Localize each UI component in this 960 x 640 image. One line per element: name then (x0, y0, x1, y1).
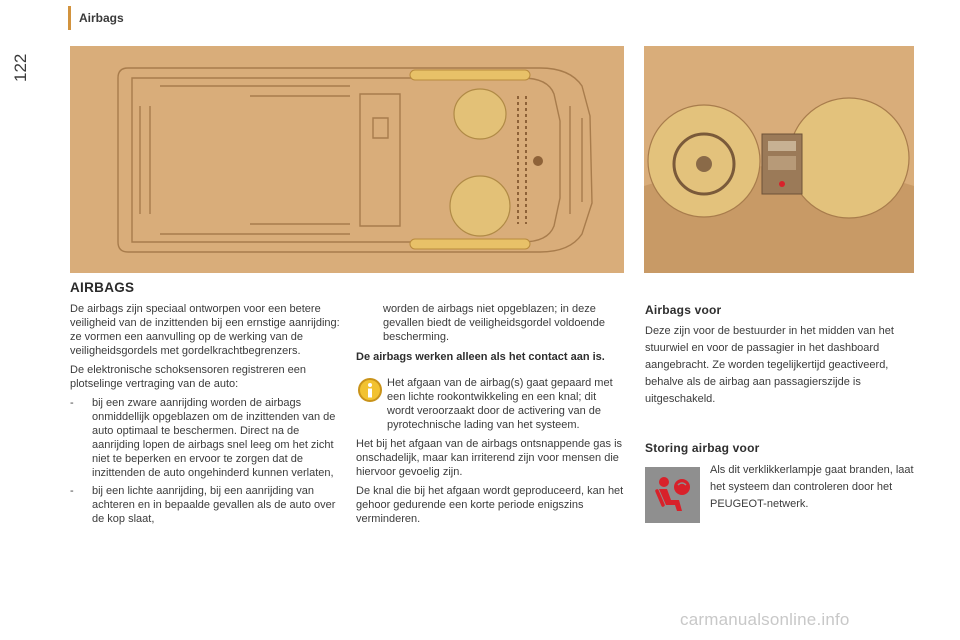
info-icon (358, 378, 382, 402)
list-dash: - (70, 485, 74, 497)
list-item (70, 396, 342, 480)
front-airbags-title: Airbags voor (645, 303, 722, 317)
van-topview-illustration (70, 46, 624, 273)
contact-note: De airbags werken alleen als het contact aan is. (356, 351, 605, 363)
info-text-noise: De knal die bij het afgaan wordt geproduceerd, kan het gehoor gedurende een korte periode enigszins verminderen. (356, 485, 624, 525)
intro-paragraph: De airbags zijn speciaal ontworpen voor een betere veiligheid van de inzittenden bij een ernstige aanrijding: ze vormen een aanvulling op de werking van de veiligheidsgordels met gordelkrachtbegrenzers. (70, 303, 340, 357)
fault-text: Als dit verklikkerlampje gaat branden, laat het systeem dan controleren door het PEUGEOT-netwerk. (710, 464, 914, 510)
list-item (70, 484, 342, 526)
list-item-text: bij een lichte aanrijding, bij een aanrijding van achteren en in bepaalde gevallen als de auto over de kop slaat, (92, 485, 336, 525)
dashboard-illustration (644, 46, 914, 273)
airbag-warning-lamp-icon (645, 467, 700, 523)
header-title: Airbags (79, 11, 124, 25)
section-title: AIRBAGS (70, 280, 135, 295)
list-item-continuation: worden de airbags niet opgeblazen; in deze gevallen biedt de veiligheidsgordel voldoende bescherming. (383, 303, 605, 343)
column-left (70, 302, 342, 530)
front-airbags-text: Deze zijn voor de bestuurder in het midden van het stuurwiel en voor de passagier in het dashboard aangebracht. Ze worden tegelijkertijd geactiveerd, behalve als de airbag aan passagierszijde is uitgeschakeld. (645, 325, 894, 405)
info-text-smoke: Het afgaan van de airbag(s) gaat gepaard met een lichte rookontwikkeling en een knal; dit wordt veroorzaakt door de activering van de pyrotechnische lading van het systeem. (387, 377, 613, 431)
list-item-text: bij een zware aanrijding worden de airbags onmiddellijk opgeblazen om de inzittenden van de auto optimaal te beschermen. Direct na de aanrijding lopen de airbags snel leeg om het zicht niet te beperken en ervoor te zorgen dat de inzittenden de auto ongehinderd kunnen verlaten, (92, 397, 336, 479)
watermark: carmanualsonline.info (680, 610, 850, 629)
sensor-paragraph: De elektronische schoksensoren registreren een plotselinge vertraging van de auto: (70, 364, 307, 390)
fault-title: Storing airbag voor (645, 441, 760, 455)
info-note (356, 376, 626, 526)
page-number: 122 (11, 53, 30, 83)
info-text-gas: Het bij het afgaan van de airbags ontsnappende gas is onschadelijk, maar kan irriterend zijn voor mensen die hiervoor gevoelig zijn. (356, 438, 623, 478)
list-dash: - (70, 397, 74, 409)
column-middle (356, 302, 626, 531)
header-accent-bar (68, 6, 71, 30)
